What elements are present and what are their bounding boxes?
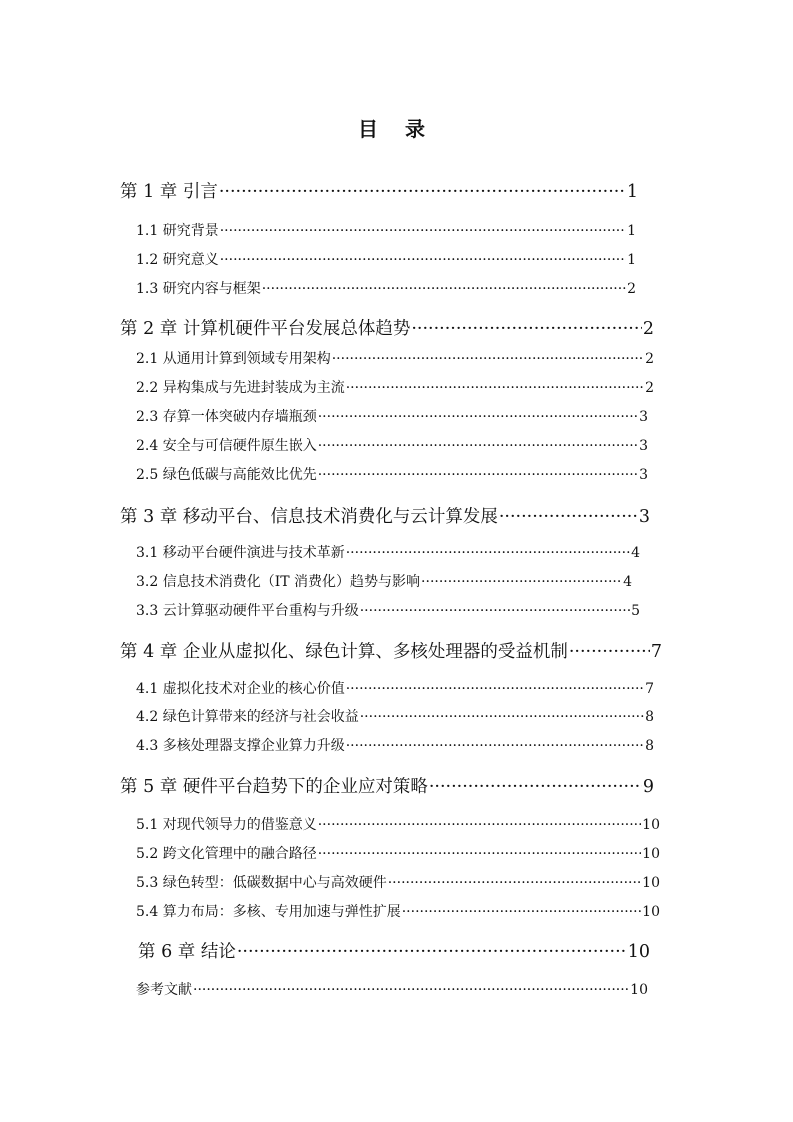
- toc-entry-section-2-3[interactable]: [136, 406, 648, 426]
- toc-entry-page: 9: [642, 777, 654, 797]
- toc-entry-section-3-2[interactable]: [136, 571, 632, 591]
- toc-leader-dots: [429, 777, 642, 797]
- toc-entry-label: 2.1 从通用计算到领域专用架构: [136, 351, 331, 367]
- toc-entry-section-1-3[interactable]: [136, 278, 636, 298]
- toc-entry-label: 4.1 虚拟化技术对企业的核心价值: [136, 681, 345, 697]
- toc-entry-label: 1.1 研究背景: [136, 223, 219, 239]
- toc-leader-dots: [346, 681, 644, 697]
- toc-entry-label: 第 4 章 企业从虚拟化、绿色计算、多核处理器的受益机制: [120, 642, 568, 662]
- toc-entry-chapter-5[interactable]: [120, 773, 654, 798]
- toc-title: 目 录: [358, 117, 435, 141]
- toc-entry-section-2-1[interactable]: [136, 348, 654, 368]
- toc-entry-page: 10: [642, 846, 660, 862]
- toc-entry-page: 2: [642, 319, 654, 339]
- toc-entry-label: 2.3 存算一体突破内存墙瓶颈: [136, 409, 317, 425]
- toc-entry-page: 1: [627, 223, 636, 239]
- toc-entry-chapter-1[interactable]: [120, 178, 638, 203]
- toc-leader-dots: [318, 438, 638, 454]
- toc-entry-label: 第 5 章 硬件平台趋势下的企业应对策略: [120, 777, 428, 797]
- toc-entry-section-1-1[interactable]: [136, 220, 636, 240]
- toc-entry-section-4-3[interactable]: [136, 735, 654, 755]
- toc-entry-label: 5.1 对现代领导力的借鉴意义: [136, 817, 317, 833]
- toc-entry-section-5-4[interactable]: [136, 901, 660, 921]
- toc-entry-references[interactable]: [136, 979, 648, 999]
- toc-entry-label: 3.1 移动平台硬件演进与技术革新: [136, 545, 345, 561]
- toc-entry-page: 3: [639, 467, 648, 483]
- toc-entry-page: 7: [645, 681, 654, 697]
- toc-entry-page: 10: [630, 982, 648, 998]
- toc-entry-label: 4.3 多核处理器支撑企业算力升级: [136, 738, 345, 754]
- toc-entry-page: 3: [639, 438, 648, 454]
- toc-entry-label: 1.3 研究内容与框架: [136, 281, 261, 297]
- toc-leader-dots: [318, 409, 638, 425]
- toc-entry-page: 10: [642, 904, 660, 920]
- toc-leader-dots: [220, 223, 626, 239]
- toc-entry-section-3-1[interactable]: [136, 542, 640, 562]
- toc-entry-section-1-2[interactable]: [136, 249, 636, 269]
- toc-entry-page: 8: [645, 738, 654, 754]
- toc-entry-label: 第 1 章 引言: [120, 182, 218, 202]
- toc-leader-dots: [318, 846, 641, 862]
- toc-entry-page: 2: [645, 351, 654, 367]
- toc-entry-page: 3: [639, 409, 648, 425]
- toc-leader-dots: [346, 545, 630, 561]
- toc-entry-label: 第 6 章 结论: [138, 942, 236, 962]
- toc-entry-chapter-3[interactable]: [120, 503, 650, 528]
- toc-entry-label: 2.5 绿色低碳与高能效比优先: [136, 467, 317, 483]
- toc-leader-dots: [360, 709, 644, 725]
- toc-leader-dots: [388, 875, 641, 891]
- toc-entry-page: 1: [627, 252, 636, 268]
- toc-entry-chapter-4[interactable]: [120, 638, 662, 663]
- toc-entry-label: 3.3 云计算驱动硬件平台重构与升级: [136, 603, 359, 619]
- toc-leader-dots: [193, 982, 629, 998]
- toc-entry-page: 10: [642, 875, 660, 891]
- toc-entry-page: 10: [627, 942, 650, 962]
- toc-entry-chapter-6[interactable]: [138, 938, 650, 963]
- toc-leader-dots: [318, 817, 641, 833]
- toc-leader-dots: [237, 942, 627, 962]
- toc-entry-section-3-3[interactable]: [136, 600, 640, 620]
- toc-entry-section-4-2[interactable]: [136, 706, 654, 726]
- toc-leader-dots: [262, 281, 626, 297]
- toc-entry-page: 7: [650, 642, 662, 662]
- toc-entry-page: 10: [642, 817, 660, 833]
- toc-entry-chapter-2[interactable]: [120, 315, 654, 340]
- toc-entry-label: 2.4 安全与可信硬件原生嵌入: [136, 438, 317, 454]
- toc-entry-label: 1.2 研究意义: [136, 252, 219, 268]
- toc-leader-dots: [346, 380, 644, 396]
- toc-leader-dots: [219, 182, 626, 202]
- toc-entry-label: 参考文献: [136, 982, 192, 998]
- toc-leader-dots: [499, 507, 638, 527]
- toc-leader-dots: [360, 603, 630, 619]
- toc-leader-dots: [569, 642, 650, 662]
- toc-entry-label: 第 2 章 计算机硬件平台发展总体趋势: [120, 319, 411, 339]
- toc-entry-page: 4: [631, 545, 640, 561]
- toc-entry-page: 1: [626, 182, 638, 202]
- toc-entry-label: 5.3 绿色转型：低碳数据中心与高效硬件: [136, 875, 387, 891]
- toc-entry-page: 3: [638, 507, 650, 527]
- toc-leader-dots: [346, 738, 644, 754]
- toc-entry-label: 第 3 章 移动平台、信息技术消费化与云计算发展: [120, 507, 498, 527]
- toc-entry-page: 4: [623, 574, 632, 590]
- toc-leader-dots: [318, 467, 638, 483]
- toc-entry-page: 2: [645, 380, 654, 396]
- toc-entry-page: 2: [627, 281, 636, 297]
- toc-entry-section-4-1[interactable]: [136, 678, 654, 698]
- toc-entry-section-2-4[interactable]: [136, 435, 648, 455]
- toc-leader-dots: [220, 252, 626, 268]
- toc-entry-label: 5.4 算力布局：多核、专用加速与弹性扩展: [136, 904, 401, 920]
- toc-entry-section-2-2[interactable]: [136, 377, 654, 397]
- toc-entry-section-5-2[interactable]: [136, 843, 660, 863]
- toc-leader-dots: [411, 319, 642, 339]
- toc-entry-label: 2.2 异构集成与先进封装成为主流: [136, 380, 345, 396]
- toc-entry-label: 3.2 信息技术消费化（IT 消费化）趋势与影响: [136, 574, 421, 590]
- toc-entry-page: 5: [631, 603, 640, 619]
- toc-entry-label: 5.2 跨文化管理中的融合路径: [136, 846, 317, 862]
- toc-leader-dots: [421, 574, 622, 590]
- toc-entry-label: 4.2 绿色计算带来的经济与社会收益: [136, 709, 359, 725]
- toc-entry-page: 8: [645, 709, 654, 725]
- toc-leader-dots: [402, 904, 641, 920]
- toc-entry-section-5-1[interactable]: [136, 814, 660, 834]
- toc-entry-section-5-3[interactable]: [136, 872, 660, 892]
- toc-entry-section-2-5[interactable]: [136, 464, 648, 484]
- toc-leader-dots: [332, 351, 644, 367]
